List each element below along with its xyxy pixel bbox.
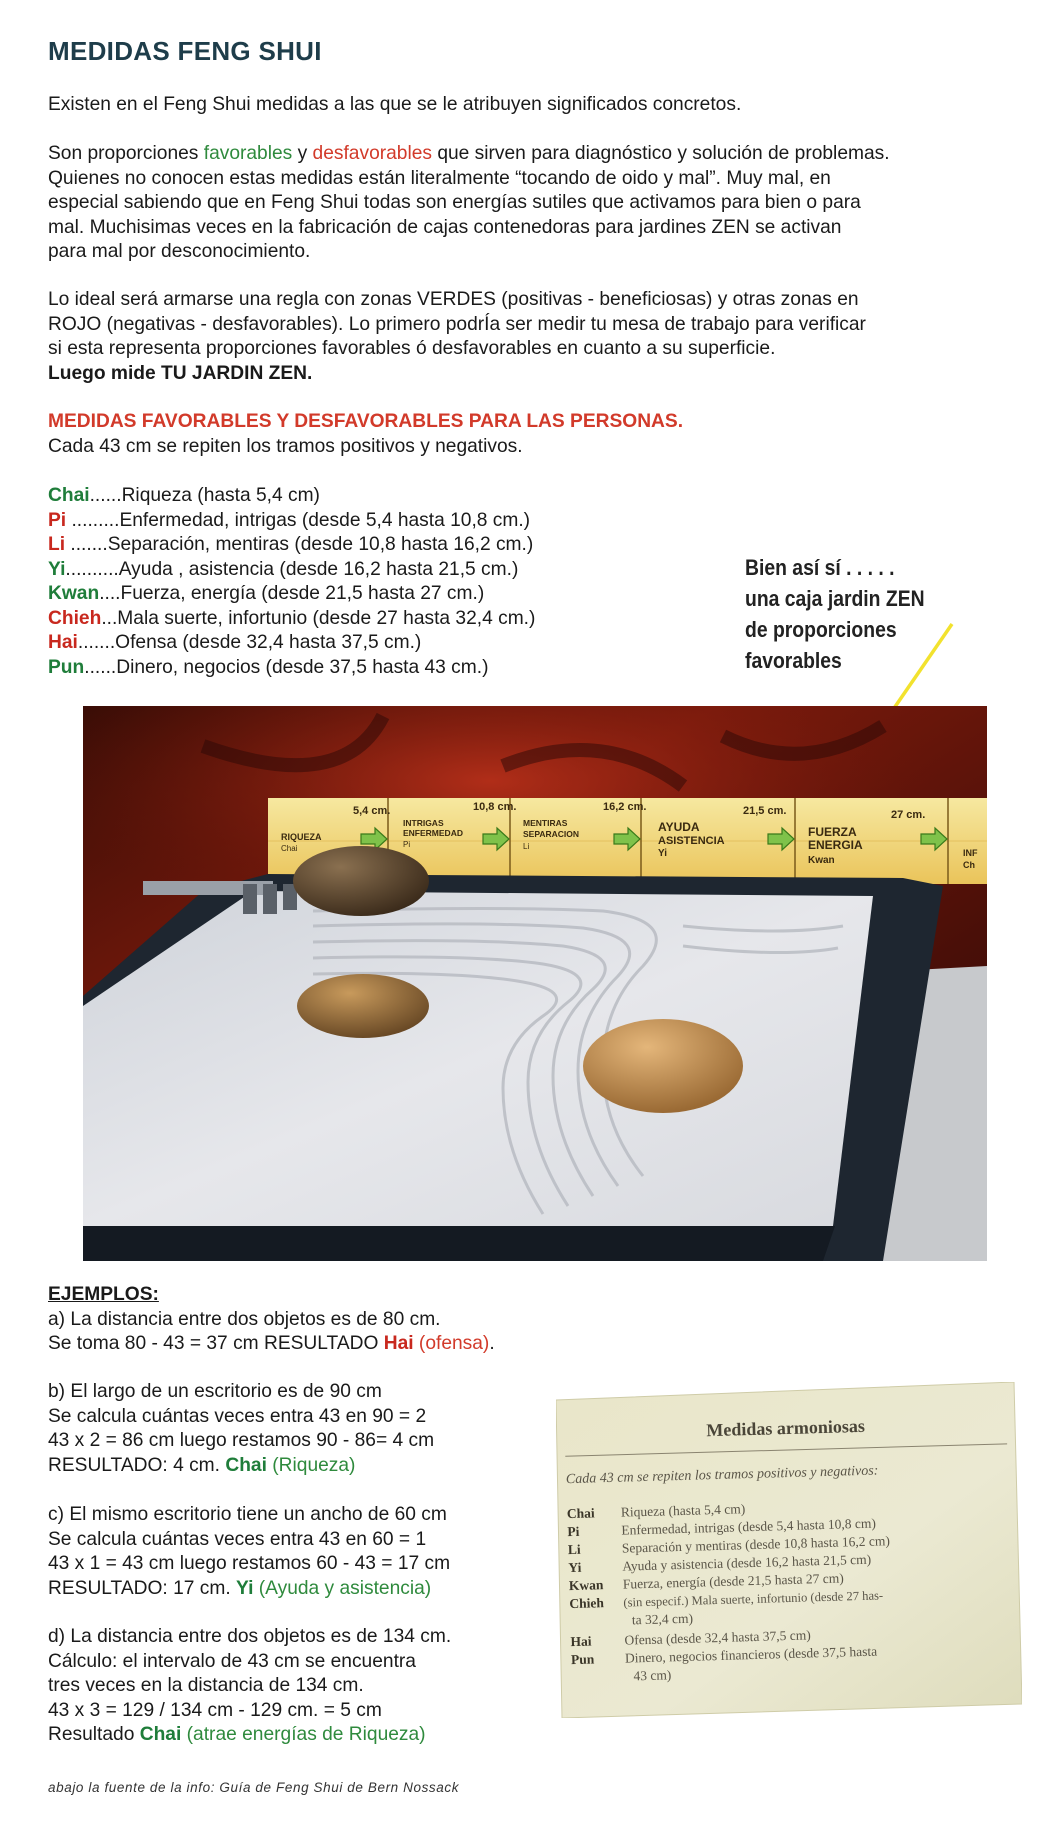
paragraph-bold-line: Luego mide TU JARDIN ZEN. (48, 362, 313, 384)
result-desc: (Ayuda y asistencia) (253, 1577, 432, 1599)
list-item (48, 656, 535, 681)
desfavorables-word: desfavorables (312, 143, 432, 164)
ruler-cell-sub: Yi (658, 848, 668, 859)
measure-desc: ......Dinero, negocios (desde 37,5 hasta 43 cm.) (84, 656, 489, 678)
example-line: 43 x 2 = 86 cm luego restamos 90 - 86= 4 cm (48, 1430, 435, 1451)
book-row-name: Yi (568, 1559, 582, 1576)
result-key: Chai (139, 1724, 182, 1745)
list-item (48, 558, 535, 583)
example-line: a) La distancia entre dos objetos es de 80 cm. (48, 1308, 441, 1330)
book-row-text: Enfermedad, intrigas (desde 5,4 hasta 10,8 cm) (621, 1515, 877, 1538)
paragraph-line: Lo ideal será armarse una regla con zonas VERDES (positivas - beneficiosas) y otras zonas en (48, 289, 859, 310)
book-row-text: (sin especif.) Mala suerte, infortunio (desde 27 has- (623, 1588, 884, 1610)
example-d (48, 1625, 451, 1748)
ruler-cell-label: ENFERMEDAD (403, 828, 463, 838)
book-row-text: Riqueza (hasta 5,4 cm) (620, 1501, 746, 1520)
measure-name: Chieh (48, 607, 102, 629)
text-run: RESULTADO: 17 cm. (48, 1577, 237, 1599)
example-line: d) La distancia entre dos objetos es de 134 cm. (48, 1626, 452, 1647)
ruler-mark: 10,8 cm. (473, 801, 517, 813)
book-row-name: Chai (566, 1505, 595, 1522)
book-row-name: Pi (567, 1523, 580, 1540)
annotation-line: de proporciones (745, 617, 897, 642)
example-line: Se calcula cuántas veces entra 43 en 60 = 1 (48, 1528, 427, 1550)
example-c (48, 1503, 450, 1601)
ruler-cell-label: AYUDA (658, 820, 700, 834)
measure-name: Pi (48, 509, 67, 531)
book-title: Medidas armoniosas (706, 1415, 866, 1441)
book-row-name: Hai (570, 1633, 592, 1650)
annotation-line: una caja jardin ZEN (745, 586, 925, 611)
measure-desc: ......Riqueza (hasta 5,4 cm) (89, 485, 320, 506)
list-item (48, 582, 535, 607)
ruler-cell-sub: Ch (963, 860, 975, 870)
ruler-cell-label: RIQUEZA (281, 832, 322, 842)
example-line: 43 x 1 = 43 cm luego restamos 60 - 43 = 17 cm (48, 1553, 451, 1574)
rake-tooth (263, 884, 277, 914)
ruler-cell-label: SEPARACION (523, 829, 580, 839)
examples-heading: EJEMPLOS: (48, 1284, 159, 1305)
favorables-paragraph (48, 142, 1028, 265)
example-line: c) El mismo escritorio tiene un ancho de 60 cm (48, 1504, 447, 1525)
paragraph-line: especial sabiendo que en Feng Shui todas son energías sutiles que activamos para bien o para (48, 192, 861, 213)
book-row-text: Fuerza, energía (desde 21,5 hasta 27 cm) (622, 1570, 844, 1592)
example-line (48, 1577, 450, 1602)
measure-desc: ...Mala suerte, infortunio (desde 27 hasta 32,4 cm.) (101, 607, 536, 629)
measure-desc: ..........Ayuda , asistencia (desde 16,2 hasta 21,5 cm.) (65, 558, 519, 580)
text-run: que sirven para diagnóstico y solución de problemas. (432, 143, 890, 164)
list-item (48, 484, 535, 509)
zen-garden-illustration (83, 706, 987, 1261)
book-row-text: Ofensa (desde 32,4 hasta 37,5 cm) (624, 1627, 811, 1648)
measure-name: Kwan (48, 583, 100, 604)
ruler-cell-label: MENTIRAS (523, 818, 568, 828)
example-line (48, 1454, 434, 1479)
ruler-cell-sub: Pi (403, 840, 411, 849)
result-desc: (atrae energías de Riqueza) (181, 1724, 426, 1745)
book-row-text: Dinero, negocios financieros (desde 37,5 hasta (624, 1643, 878, 1666)
paragraph-line: si esta representa proporciones favorables ó desfavorables en cuanto a su superficie. (48, 338, 776, 359)
example-line: tres veces en la distancia de 134 cm. (48, 1675, 364, 1696)
book-row-text: Separación y mentiras (desde 10,8 hasta 16,2 cm) (621, 1533, 891, 1556)
ruler-cell-sub: Li (523, 842, 530, 851)
measure-name: Chai (48, 485, 90, 506)
example-line (48, 1723, 451, 1748)
paragraph-line: Quienes no conocen estas medidas están literalmente “tocando de oido y mal”. Muy mal, en (48, 167, 831, 189)
paragraph-line: para mal por desconocimiento. (48, 241, 311, 262)
list-item (48, 607, 535, 632)
book-row-name: Chieh (569, 1595, 605, 1612)
annotation-line: Bien así sí . . . . . (745, 555, 895, 580)
list-item (48, 509, 535, 534)
paragraph-line: ROJO (negativas - desfavorables). Lo primero podrÍa ser medir tu mesa de trabajo para verificar (48, 313, 866, 335)
book-row-text: Ayuda y asistencia (desde 16,2 hasta 21,5 cm) (622, 1551, 872, 1574)
paragraph-line (48, 142, 1028, 167)
page-title: MEDIDAS FENG SHUI (48, 36, 322, 66)
ruler-mark: 5,4 cm. (353, 805, 391, 817)
book-row-text: ta 32,4 cm) (631, 1610, 694, 1628)
measure-desc: .......Ofensa (desde 32,4 hasta 37,5 cm.) (77, 632, 422, 653)
list-item (48, 533, 535, 558)
ruler-mark: 16,2 cm. (603, 801, 647, 813)
ruler-cell-sub: Chai (281, 844, 298, 853)
measure-name: Li (48, 534, 66, 555)
result-key: Chai (225, 1454, 267, 1476)
zen-garden-photo (83, 706, 987, 1261)
source-credit: abajo la fuente de la info: Guía de Feng Shui de Bern Nossack (48, 1780, 460, 1795)
example-line: b) El largo de un escritorio es de 90 cm (48, 1381, 382, 1402)
list-item (48, 631, 535, 656)
book-page (556, 1382, 1022, 1718)
measure-name: Yi (48, 558, 66, 580)
section-heading: MEDIDAS FAVORABLES Y DESFAVORABLES PARA LAS PERSONAS. (48, 411, 684, 432)
example-b (48, 1380, 434, 1478)
example-line: Cálculo: el intervalo de 43 cm se encuentra (48, 1650, 416, 1672)
ruler-cell-sub: Kwan (808, 855, 835, 866)
stone-back (293, 846, 429, 916)
book-row-name: Li (567, 1541, 581, 1558)
book-subtitle: Cada 43 cm se repiten los tramos positivos y negativos: (565, 1463, 879, 1488)
measure-name: Hai (48, 632, 78, 653)
box-front-edge (83, 1226, 835, 1261)
book-row-name: Kwan (568, 1577, 604, 1594)
rake-tooth (243, 884, 257, 914)
ruler-cell-label: INF (963, 848, 978, 858)
book-row-name: Pun (570, 1651, 595, 1668)
book-row-text: 43 cm) (633, 1667, 672, 1684)
ruler-mark: 27 cm. (891, 809, 926, 821)
example-line (48, 1332, 495, 1357)
result-desc: (ofensa) (413, 1333, 490, 1354)
annotation-line: favorables (745, 648, 842, 673)
ruler-cell-label: ASISTENCIA (658, 835, 725, 847)
text-run: RESULTADO: 4 cm. (48, 1454, 226, 1476)
example-line: Se calcula cuántas veces entra 43 en 90 = 2 (48, 1405, 427, 1427)
book-excerpt-photo (556, 1382, 1022, 1718)
ruler-mark: 21,5 cm. (743, 805, 787, 817)
section-subtitle: Cada 43 cm se repiten los tramos positivos y negativos. (48, 435, 523, 457)
examples-section (48, 1283, 495, 1357)
text-run: . (489, 1333, 495, 1354)
measure-desc: .........Enfermedad, intrigas (desde 5,4 hasta 10,8 cm.) (66, 509, 531, 531)
text-run: Resultado (48, 1724, 140, 1745)
regla-paragraph (48, 288, 1028, 386)
text-run: y (292, 143, 313, 164)
measure-desc: ....Fuerza, energía (desde 21,5 hasta 27 cm.) (99, 583, 485, 604)
result-key: Hai (383, 1333, 414, 1354)
intro-paragraph: Existen en el Feng Shui medidas a las que se le atribuyen significados concretos. (48, 94, 742, 115)
text-run: Se toma 80 - 43 = 37 cm RESULTADO (48, 1333, 384, 1354)
paragraph-line: mal. Muchisimas veces en la fabricación de cajas contenedoras para jardines ZEN se activan (48, 216, 842, 238)
stone-front (583, 1019, 743, 1113)
measures-section (48, 410, 1028, 459)
measure-desc: .......Separación, mentiras (desde 10,8 hasta 16,2 cm.) (65, 534, 534, 555)
favorables-word: favorables (203, 143, 293, 164)
ruler-cell-label: INTRIGAS (403, 818, 444, 828)
result-key: Yi (236, 1577, 254, 1599)
measure-name: Pun (48, 656, 85, 678)
ruler-cell-label: ENERGIA (808, 838, 863, 852)
text-run: Son proporciones (48, 143, 204, 164)
stone-middle (297, 974, 429, 1038)
result-desc: (Riqueza) (266, 1454, 356, 1476)
ruler-cell-label: FUERZA (808, 825, 857, 839)
measures-list (48, 484, 535, 680)
example-line: 43 x 3 = 129 / 134 cm - 129 cm. = 5 cm (48, 1699, 382, 1721)
